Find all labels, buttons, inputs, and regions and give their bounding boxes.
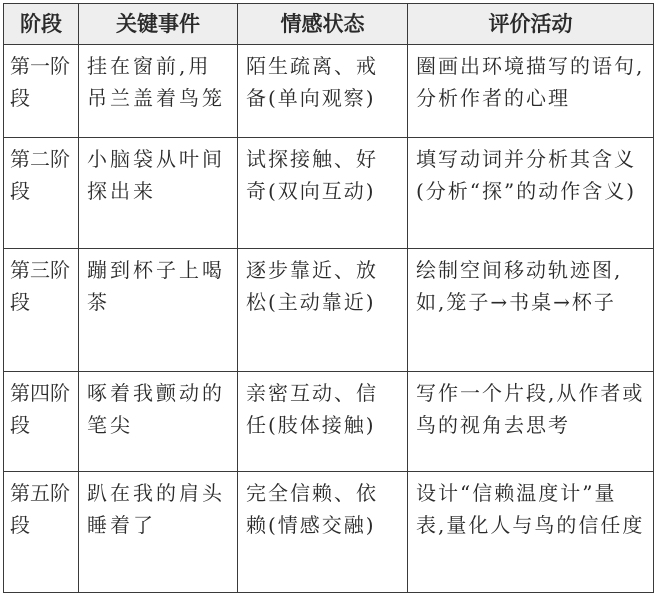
stage-cell: 第二阶段 (4, 137, 79, 248)
table-row (4, 471, 654, 592)
activity-cell: 圈画出环境描写的语句,分析作者的心理 (408, 45, 654, 138)
emotion-cell: 完全信赖、依赖(情感交融) (238, 471, 408, 592)
emotion-cell: 逐步靠近、放松(主动靠近) (238, 248, 408, 371)
table-row (4, 248, 654, 371)
stage-cell: 第三阶段 (4, 248, 79, 371)
emotion-cell: 亲密互动、信任(肢体接触) (238, 371, 408, 471)
event-cell: 挂在窗前,用吊兰盖着鸟笼 (79, 45, 238, 138)
header-activity: 评价活动 (408, 4, 654, 45)
header-stage: 阶段 (4, 4, 79, 45)
activity-cell: 填写动词并分析其含义(分析“探”的动作含义) (408, 137, 654, 248)
event-cell: 蹦到杯子上喝茶 (79, 248, 238, 371)
stage-cell: 第五阶段 (4, 471, 79, 592)
activity-cell: 写作一个片段,从作者或鸟的视角去思考 (408, 371, 654, 471)
table-row (4, 45, 654, 138)
event-cell: 小脑袋从叶间探出来 (79, 137, 238, 248)
table-row (4, 371, 654, 471)
header-key-event: 关键事件 (79, 4, 238, 45)
event-cell: 啄着我颤动的笔尖 (79, 371, 238, 471)
emotion-cell: 陌生疏离、戒备(单向观察) (238, 45, 408, 138)
table-row (4, 137, 654, 248)
header-emotion: 情感状态 (238, 4, 408, 45)
event-cell: 趴在我的肩头睡着了 (79, 471, 238, 592)
activity-cell: 绘制空间移动轨迹图,如,笼子→书桌→杯子 (408, 248, 654, 371)
emotion-cell: 试探接触、好奇(双向互动) (238, 137, 408, 248)
header-row (4, 4, 654, 45)
stage-cell: 第四阶段 (4, 371, 79, 471)
activity-cell: 设计“信赖温度计”量表,量化人与鸟的信任度 (408, 471, 654, 592)
evaluation-table (3, 3, 654, 593)
stage-cell: 第一阶段 (4, 45, 79, 138)
